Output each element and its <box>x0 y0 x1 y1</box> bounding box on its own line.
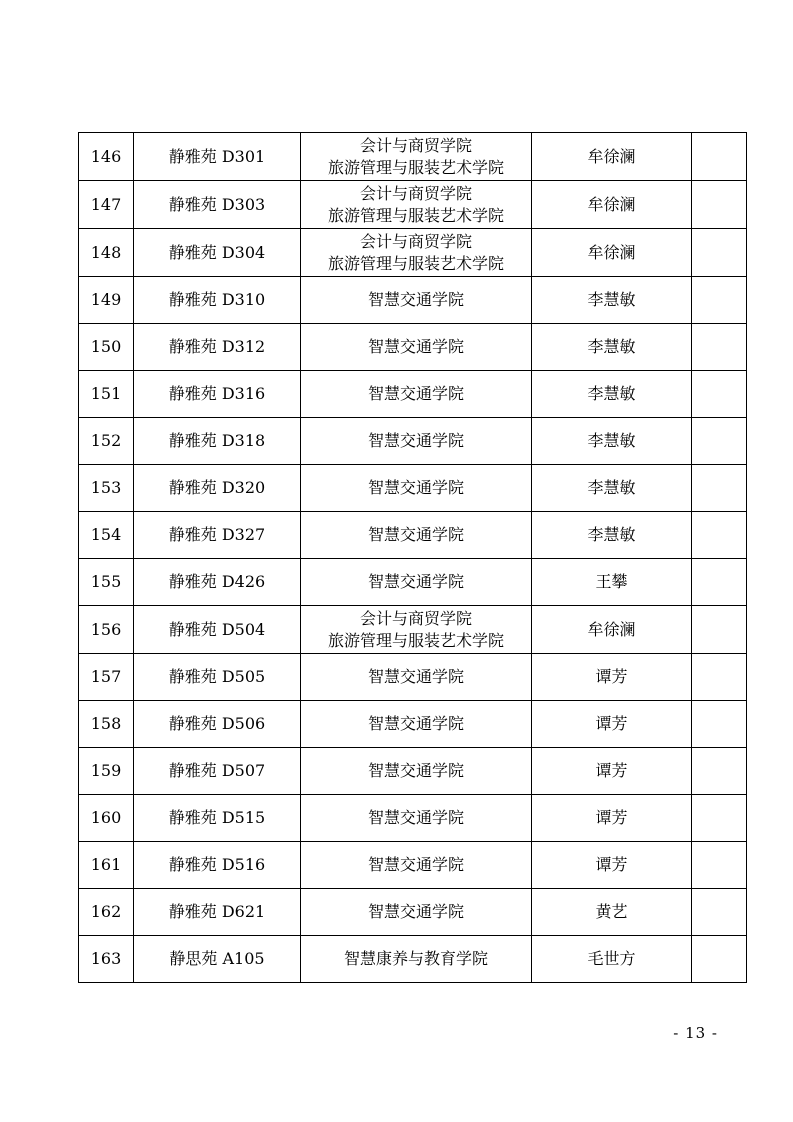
cell-college <box>301 606 532 654</box>
cell-contact-person: 李慧敏 <box>532 465 692 512</box>
cell-serial-number: 161 <box>79 842 134 889</box>
table-row <box>79 795 747 842</box>
cell-room: 静思苑 A105 <box>134 936 301 983</box>
cell-college <box>301 324 532 371</box>
cell-room: 静雅苑 D312 <box>134 324 301 371</box>
cell-room: 静雅苑 D316 <box>134 371 301 418</box>
college-name: 智慧交通学院 <box>367 667 464 686</box>
college-name: 智慧交通学院 <box>367 808 464 827</box>
cell-college <box>301 277 532 324</box>
cell-college <box>301 701 532 748</box>
cell-serial-number: 158 <box>79 701 134 748</box>
cell-serial-number: 148 <box>79 229 134 277</box>
college-name: 智慧交通学院 <box>367 714 464 733</box>
cell-serial-number: 146 <box>79 133 134 181</box>
cell-remark <box>692 701 747 748</box>
college-name: 会计与商贸学院 <box>359 135 472 155</box>
cell-remark <box>692 748 747 795</box>
cell-contact-person: 牟徐澜 <box>532 181 692 229</box>
college-name: 会计与商贸学院 <box>359 231 472 251</box>
college-name: 智慧交通学院 <box>367 902 464 921</box>
table-row <box>79 654 747 701</box>
college-name: 智慧交通学院 <box>367 855 464 874</box>
cell-remark <box>692 936 747 983</box>
college-name: 智慧交通学院 <box>367 572 464 591</box>
cell-serial-number: 152 <box>79 418 134 465</box>
cell-remark <box>692 277 747 324</box>
cell-serial-number: 153 <box>79 465 134 512</box>
cell-remark <box>692 889 747 936</box>
cell-remark <box>692 324 747 371</box>
cell-college <box>301 889 532 936</box>
cell-remark <box>692 842 747 889</box>
table-row <box>79 465 747 512</box>
cell-room: 静雅苑 D515 <box>134 795 301 842</box>
cell-college <box>301 842 532 889</box>
cell-contact-person: 谭芳 <box>532 795 692 842</box>
college-name: 会计与商贸学院 <box>359 608 472 628</box>
college-name: 智慧交通学院 <box>367 761 464 780</box>
table-row <box>79 181 747 229</box>
cell-contact-person: 谭芳 <box>532 654 692 701</box>
cell-remark <box>692 654 747 701</box>
cell-serial-number: 154 <box>79 512 134 559</box>
cell-serial-number: 150 <box>79 324 134 371</box>
college-name: 智慧交通学院 <box>367 525 464 544</box>
cell-serial-number: 155 <box>79 559 134 606</box>
cell-college <box>301 748 532 795</box>
cell-serial-number: 151 <box>79 371 134 418</box>
cell-contact-person: 谭芳 <box>532 748 692 795</box>
cell-room: 静雅苑 D506 <box>134 701 301 748</box>
cell-remark <box>692 606 747 654</box>
cell-room: 静雅苑 D310 <box>134 277 301 324</box>
table-row <box>79 229 747 277</box>
cell-contact-person: 李慧敏 <box>532 324 692 371</box>
table-row <box>79 889 747 936</box>
table-row <box>79 371 747 418</box>
college-name: 旅游管理与服装艺术学院 <box>327 205 504 225</box>
cell-serial-number: 147 <box>79 181 134 229</box>
cell-remark <box>692 371 747 418</box>
college-name: 智慧交通学院 <box>367 384 464 403</box>
table-row <box>79 133 747 181</box>
page-number: - 13 - <box>673 1024 718 1042</box>
cell-room: 静雅苑 D320 <box>134 465 301 512</box>
college-name: 旅游管理与服装艺术学院 <box>327 157 504 177</box>
cell-college <box>301 229 532 277</box>
cell-college <box>301 795 532 842</box>
cell-serial-number: 159 <box>79 748 134 795</box>
table-row <box>79 277 747 324</box>
table-row <box>79 512 747 559</box>
cell-serial-number: 157 <box>79 654 134 701</box>
college-name: 智慧康养与教育学院 <box>343 949 488 968</box>
college-name: 旅游管理与服装艺术学院 <box>327 253 504 273</box>
cell-room: 静雅苑 D301 <box>134 133 301 181</box>
cell-room: 静雅苑 D327 <box>134 512 301 559</box>
cell-contact-person: 毛世方 <box>532 936 692 983</box>
cell-contact-person: 谭芳 <box>532 842 692 889</box>
cell-room: 静雅苑 D304 <box>134 229 301 277</box>
college-name: 会计与商贸学院 <box>359 183 472 203</box>
table-row <box>79 936 747 983</box>
cell-serial-number: 162 <box>79 889 134 936</box>
cell-contact-person: 牟徐澜 <box>532 229 692 277</box>
cell-remark <box>692 465 747 512</box>
college-name: 智慧交通学院 <box>367 290 464 309</box>
cell-college <box>301 512 532 559</box>
cell-room: 静雅苑 D505 <box>134 654 301 701</box>
cell-college <box>301 418 532 465</box>
cell-room: 静雅苑 D516 <box>134 842 301 889</box>
cell-college <box>301 371 532 418</box>
cell-college <box>301 936 532 983</box>
cell-serial-number: 149 <box>79 277 134 324</box>
cell-room: 静雅苑 D318 <box>134 418 301 465</box>
cell-college <box>301 654 532 701</box>
cell-room: 静雅苑 D426 <box>134 559 301 606</box>
college-name: 智慧交通学院 <box>367 337 464 356</box>
cell-room: 静雅苑 D303 <box>134 181 301 229</box>
cell-contact-person: 牟徐澜 <box>532 133 692 181</box>
table-row <box>79 701 747 748</box>
cell-contact-person: 牟徐澜 <box>532 606 692 654</box>
cell-contact-person: 李慧敏 <box>532 418 692 465</box>
cell-room: 静雅苑 D504 <box>134 606 301 654</box>
cell-room: 静雅苑 D507 <box>134 748 301 795</box>
table-row <box>79 418 747 465</box>
table-body <box>79 133 747 983</box>
cell-college <box>301 465 532 512</box>
cell-remark <box>692 181 747 229</box>
college-name: 旅游管理与服装艺术学院 <box>327 630 504 650</box>
table-row <box>79 606 747 654</box>
cell-serial-number: 156 <box>79 606 134 654</box>
table-row <box>79 842 747 889</box>
college-name: 智慧交通学院 <box>367 431 464 450</box>
cell-remark <box>692 795 747 842</box>
cell-contact-person: 李慧敏 <box>532 277 692 324</box>
cell-serial-number: 160 <box>79 795 134 842</box>
cell-college <box>301 181 532 229</box>
cell-college <box>301 133 532 181</box>
dormitory-assignment-table <box>78 132 747 983</box>
table-row <box>79 748 747 795</box>
cell-contact-person: 王攀 <box>532 559 692 606</box>
cell-contact-person: 黄艺 <box>532 889 692 936</box>
table-row <box>79 559 747 606</box>
cell-contact-person: 谭芳 <box>532 701 692 748</box>
cell-remark <box>692 512 747 559</box>
table-row <box>79 324 747 371</box>
cell-remark <box>692 229 747 277</box>
cell-remark <box>692 133 747 181</box>
cell-remark <box>692 418 747 465</box>
college-name: 智慧交通学院 <box>367 478 464 497</box>
cell-contact-person: 李慧敏 <box>532 512 692 559</box>
cell-serial-number: 163 <box>79 936 134 983</box>
cell-room: 静雅苑 D621 <box>134 889 301 936</box>
cell-college <box>301 559 532 606</box>
cell-remark <box>692 559 747 606</box>
cell-contact-person: 李慧敏 <box>532 371 692 418</box>
